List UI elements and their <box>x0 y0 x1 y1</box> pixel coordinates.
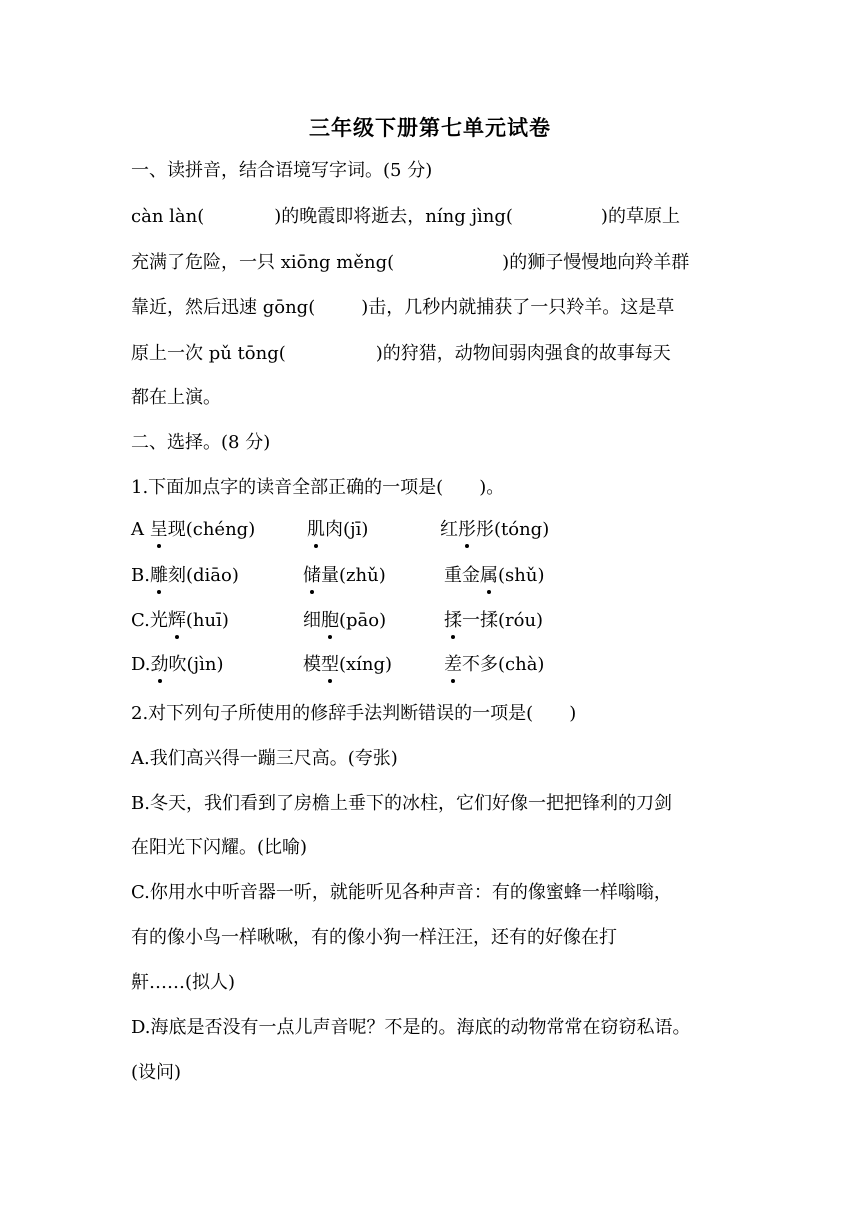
q2-line-1: A.我们高兴得一蹦三尺高。(夸张) <box>131 748 398 769</box>
section1-line-2: 充满了危险，一只 xiōng měng( )的狮子慢慢地向羚羊群 <box>131 252 690 273</box>
q1-option-d-item-2: 模型(xíng) <box>303 650 392 680</box>
q2-line-6: 鼾……(拟人) <box>131 972 236 993</box>
q2-line-7: D.海底是否没有一点儿声音呢？不是的。海底的动物常常在窃窃私语。 <box>131 1017 691 1038</box>
q1-option-b-item-1: B.雕刻(diāo) <box>131 561 239 591</box>
q2-line-5: 有的像小鸟一样啾啾，有的像小狗一样汪汪，还有的好像在打 <box>131 927 617 948</box>
section2-heading: 二、选择。(8 分) <box>131 432 271 453</box>
q2-stem: 2.对下列句子所使用的修辞手法判断错误的一项是( ) <box>131 703 577 724</box>
q1-option-d-item-1: D.劲吹(jìn) <box>131 650 224 680</box>
q1-option-a-item-3: 红彤彤(tóng) <box>440 515 549 545</box>
q2-line-8: (设问) <box>131 1062 182 1083</box>
q1-option-c-item-1: C.光辉(huī) <box>131 606 229 636</box>
q1-option-a-item-2: 肌肉(jī) <box>307 515 368 545</box>
q2-line-4: C.你用水中听音器一听，就能听见各种声音：有的像蜜蜂一样嗡嗡， <box>131 882 672 903</box>
q1-option-b-item-2: 储量(zhǔ) <box>303 561 386 591</box>
q1-option-d-item-3: 差不多(chà) <box>444 650 544 680</box>
q1-option-c-item-2: 细胞(pāo) <box>303 606 386 636</box>
section1-line-3: 靠近，然后迅速 gōng( )击，几秒内就捕获了一只羚羊。这是草 <box>131 297 675 318</box>
q1-option-b-item-3: 重金属(shǔ) <box>444 561 544 591</box>
q2-line-3: 在阳光下闪耀。(比喻) <box>131 837 308 858</box>
q1-stem: 1.下面加点字的读音全部正确的一项是( )。 <box>131 477 505 498</box>
section1-line-1: càn làn( )的晚霞即将逝去，níng jìng( )的草原上 <box>131 206 680 227</box>
section1-line-4: 原上一次 pǔ tōng( )的狩猎，动物间弱肉强食的故事每天 <box>131 343 671 364</box>
q1-option-c-item-3: 揉一揉(róu) <box>444 606 543 636</box>
q1-option-a-item-1: A 呈现(chéng) <box>131 515 255 545</box>
page-title: 三年级下册第七单元试卷 <box>309 115 551 140</box>
section1-line-5: 都在上演。 <box>131 387 221 408</box>
section1-heading: 一、读拼音，结合语境写字词。(5 分) <box>131 160 433 181</box>
q2-line-2: B.冬天，我们看到了房檐上垂下的冰柱，它们好像一把把锋利的刀剑 <box>131 793 672 814</box>
